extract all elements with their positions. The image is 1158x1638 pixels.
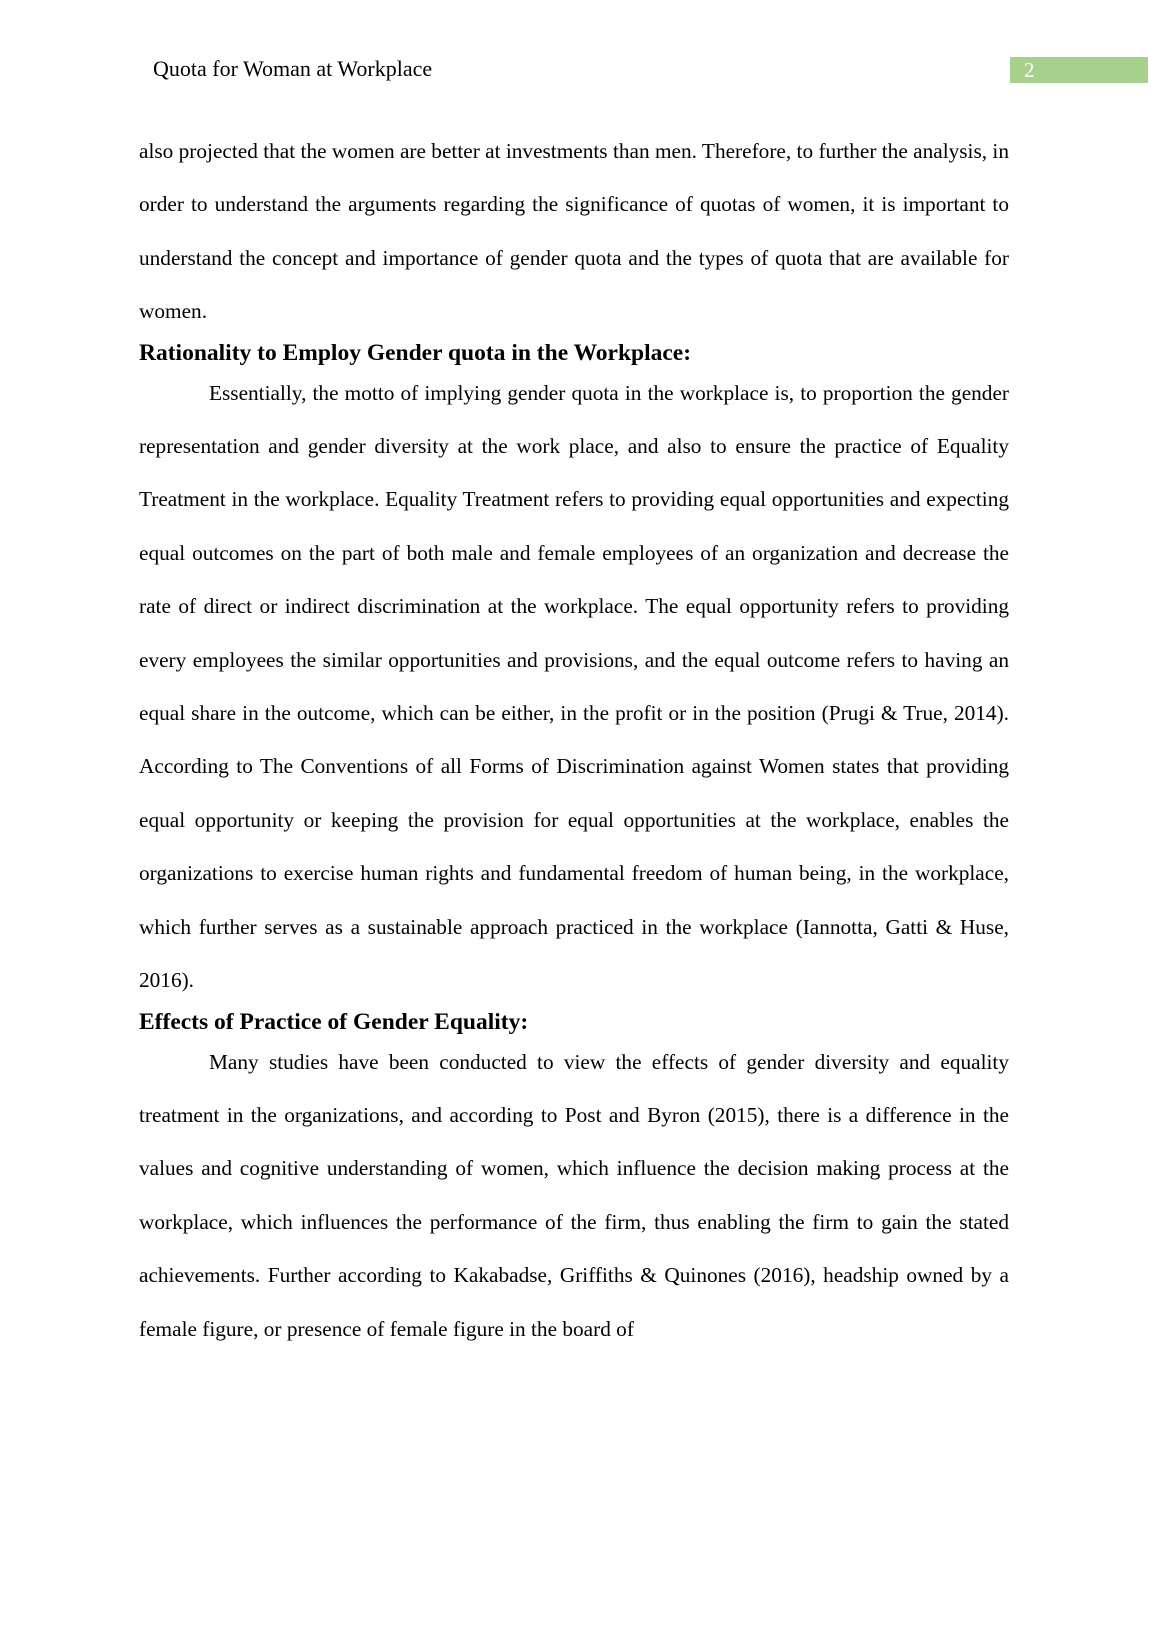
section-heading-effects: Effects of Practice of Gender Equality: [139, 1008, 529, 1035]
page-number: 2 [1024, 58, 1035, 82]
rationality-paragraph: Essentially, the motto of implying gender quota in the workplace is, to proportion the gender representation and gender diversity at the work place, and also to ensure the practice of Equality Treatment in the workplace. Equality Treatment refers to providing equal opportunities and expecting equal outcomes on the part of both male and female employees of an organization and decrease the rate of direct or indirect discrimination at the workplace. The equal opportunity refers to providing every employees the similar opportunities and provisions, and the equal outcome refers to having an equal share in the outcome, which can be either, in the profit or in the position (Prugi & True, 2014). According to The Conventions of all Forms of Discrimination against Women states that providing equal opportunity or keeping the provision for equal opportunities at the workplace, enables the organizations to exercise human rights and fundamental freedom of human being, in the workplace, which further serves as a sustainable approach practiced in the workplace (Iannotta, Gatti & Huse, 2016). [139, 380, 1009, 993]
page-number-badge [1010, 57, 1148, 83]
section-heading-rationality: Rationality to Employ Gender quota in the Workplace: [139, 339, 692, 366]
intro-paragraph: also projected that the women are better at investments than men. Therefore, to further the analysis, in order to understand the arguments regarding the significance of quotas of women, it is important to understand the concept and importance of gender quota and the types of quota that are available for women. [139, 139, 1009, 324]
running-header-title: Quota for Woman at Workplace [153, 56, 433, 81]
effects-paragraph: Many studies have been conducted to view the effects of gender diversity and equality treatment in the organizations, and according to Post and Byron (2015), there is a difference in the values and cognitive understanding of women, which influence the decision making process at the workplace, which influences the performance of the firm, thus enabling the firm to gain the stated achievements. Further according to Kakabadse, Griffiths & Quinones (2016), headship owned by a female figure, or presence of female figure in the board of [139, 1049, 1009, 1341]
document-body [139, 125, 1009, 1356]
